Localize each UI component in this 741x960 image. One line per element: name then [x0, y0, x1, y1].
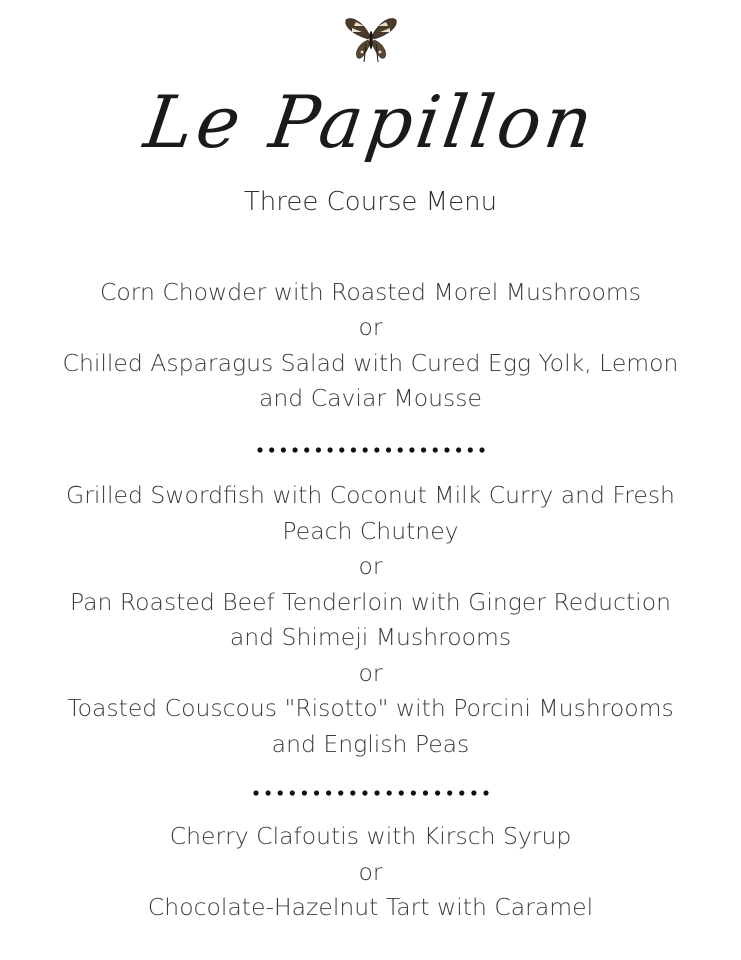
divider-dot: [269, 447, 274, 452]
divider-dot: [315, 447, 320, 452]
course-2-or-2: or: [358, 659, 383, 687]
divider-dot: [280, 447, 285, 452]
menu-subtitle: Three Course Menu: [243, 187, 498, 217]
divider-dot: [350, 447, 355, 452]
course-2-option-2-line-2: and Shimeji Mushrooms: [229, 623, 512, 651]
divider-dot: [459, 790, 464, 795]
course-divider-2: [0, 787, 741, 799]
divider-dot: [289, 790, 294, 795]
divider-dot: [386, 790, 391, 795]
divider-dot: [253, 790, 258, 795]
divider-dot: [374, 790, 379, 795]
course-3-or: or: [358, 858, 383, 886]
course-1-option-2-line-2: and Caviar Mousse: [259, 384, 482, 412]
course-3-option-2: Chocolate-Hazelnut Tart with Caramel: [147, 893, 594, 921]
divider-dot: [398, 790, 403, 795]
course-2-option-1-line-1: Grilled Swordfish with Coconut Milk Curry and Fresh: [66, 481, 675, 509]
divider-dot: [467, 447, 472, 452]
divider-dot: [432, 447, 437, 452]
course-1-option-1: Corn Chowder with Roasted Morel Mushrooms: [99, 278, 642, 306]
course-2-or-1: or: [358, 552, 383, 580]
course-2-option-3-line-2: and English Peas: [271, 730, 470, 758]
divider-dot: [362, 447, 367, 452]
divider-dot: [292, 447, 297, 452]
divider-dot: [471, 790, 476, 795]
divider-dot: [374, 447, 379, 452]
divider-dot: [483, 790, 488, 795]
divider-dot: [456, 447, 461, 452]
course-1-or: or: [358, 313, 383, 341]
course-2-option-2-line-1: Pan Roasted Beef Tenderloin with Ginger Reduction: [70, 588, 671, 616]
divider-dot: [277, 790, 282, 795]
course-2-option-1-line-2: Peach Chutney: [282, 517, 459, 545]
course-3-option-1: Cherry Clafoutis with Kirsch Syrup: [169, 822, 572, 850]
butterfly-icon: [342, 14, 400, 64]
divider-dot: [327, 447, 332, 452]
divider-dot: [434, 790, 439, 795]
restaurant-logo-text: Le Papillon: [139, 80, 602, 164]
divider-dot: [338, 790, 343, 795]
divider-dot: [265, 790, 270, 795]
divider-dot: [420, 447, 425, 452]
divider-dot: [444, 447, 449, 452]
divider-dot: [350, 790, 355, 795]
divider-dot: [479, 447, 484, 452]
course-1-option-2-line-1: Chilled Asparagus Salad with Cured Egg Yolk, Lemon: [62, 349, 679, 377]
divider-dot: [447, 790, 452, 795]
dot-divider-icon: [257, 444, 485, 456]
course-divider-1: [0, 444, 741, 456]
divider-dot: [339, 447, 344, 452]
divider-dot: [422, 790, 427, 795]
divider-dot: [397, 447, 402, 452]
divider-dot: [304, 447, 309, 452]
divider-dot: [313, 790, 318, 795]
divider-dot: [257, 447, 262, 452]
divider-dot: [409, 447, 414, 452]
divider-dot: [362, 790, 367, 795]
divider-dot: [410, 790, 415, 795]
course-2-option-3-line-1: Toasted Couscous "Risotto" with Porcini Mushrooms: [67, 694, 674, 722]
divider-dot: [326, 790, 331, 795]
dot-divider-icon: [253, 787, 489, 799]
divider-dot: [301, 790, 306, 795]
divider-dot: [385, 447, 390, 452]
